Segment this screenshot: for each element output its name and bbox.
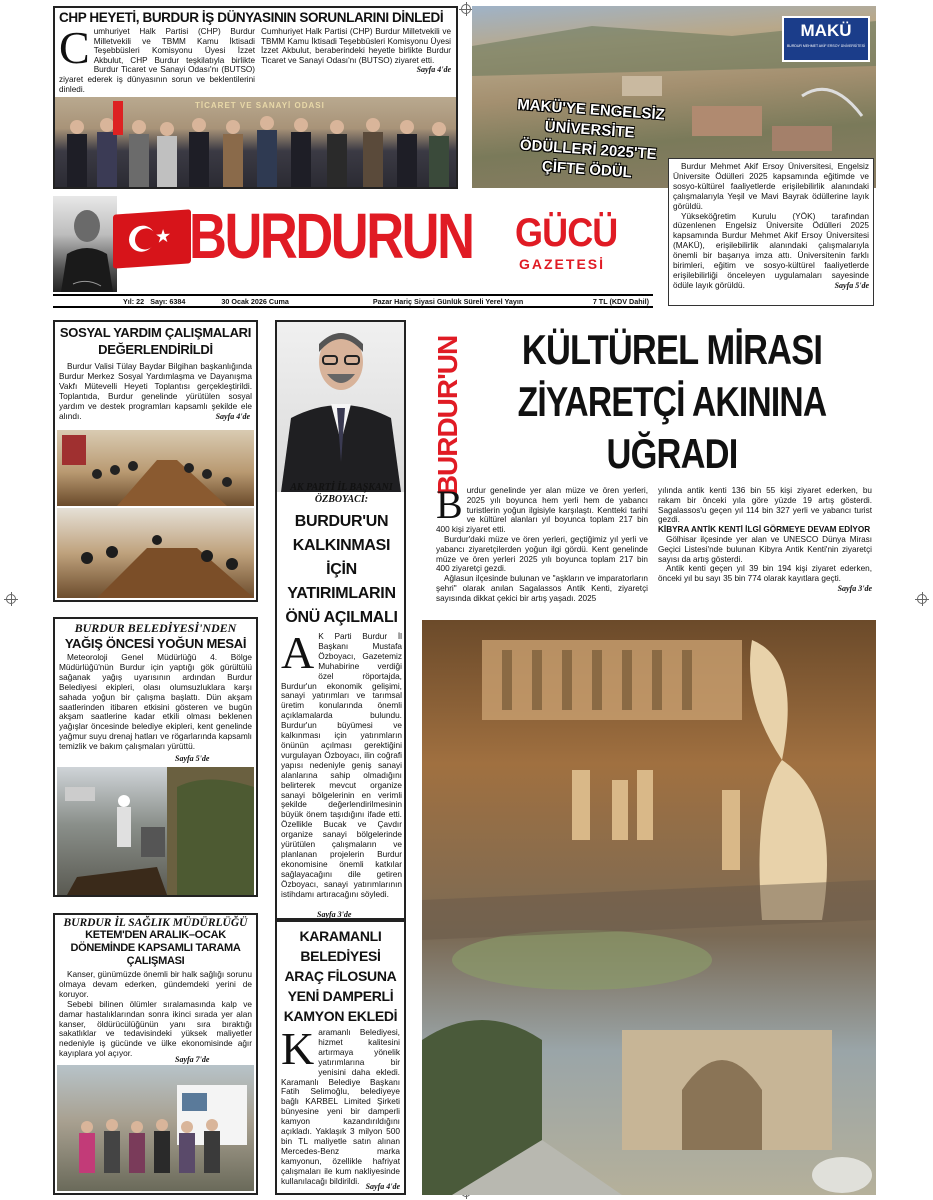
masthead-issue: Sayı: 6384 (150, 296, 186, 306)
masthead-title-main: BURDURUN (189, 200, 473, 272)
muze-col2-p3: Antik kenti geçen yıl 39 bin 194 kişi ziyaret ederken, önceki yıl bu sayı 35 bin 774 olarak kayıtlara geçti. (658, 564, 872, 584)
chp-col1: umhuriyet Halk Partisi (CHP) Burdur Milletvekili ve TBMM Kamu İktisadi Teşebbüsleri Komisyonu Üyesi İzzet Akbulut, CHP Burdur teşkilatıyla birlikte Burdur Ticaret ve Sanayi Odası'nı (BUTSO) ziyaret ederek iş dünyasının sorun ve beklentilerini dinledi. (59, 27, 255, 94)
registration-mark-right (917, 594, 927, 604)
chp-people-illustration (55, 97, 456, 187)
saglik-article (53, 913, 258, 1195)
maku-logo-sub: BURDUR MEHMET AKİF ERSOY ÜNİVERSİTESİ (786, 44, 866, 48)
muze-article (422, 320, 876, 1195)
sosyal-article (53, 320, 258, 602)
masthead-title-gazete: GAZETESİ (519, 256, 606, 272)
screening-team-illustration (57, 1065, 254, 1191)
museum-collage-illustration (422, 620, 876, 1195)
meeting-illustration-2 (57, 508, 254, 598)
maku-logo-text: MAKÜ (800, 21, 852, 40)
karamanli-headline: KARAMANLI BELEDİYESİ ARAÇ FİLOSUNA YENİ DAMPERLİ KAMYON EKLEDİ (283, 928, 398, 1024)
sosyal-body: Burdur Valisi Tülay Baydar Bilgihan başkanlığında Burdur Merkez Sosyal Yardımlaşma ve Dayanışma Vakfı Mütevelli Heyeti Toplantısı gerçekleştirildi. Toplantıda, Burdur genelinde yürütülen sosyal yardım ve destek programları kapsamlı şekilde ele alındı. (59, 361, 252, 421)
flag-star-icon: ★ (155, 225, 172, 247)
akparti-body: K Parti Burdur İl Başkanı Mustafa Özboyacı, Gazetemiz Muhabirine verdiği özel röportajda, Burdur'un ekonomik gelişimi, sanayi yatırımları ve tarımsal üretim konularında önemli açıklamalarda bulundu. Burdur'un büyümesi ve kalkınması için yatırımların önünün açılması gerektiğini vurgulayan Özboyacı, ilin coğrafi yapısı nedeniyle geniş sanayi alanlarına sahip olmadığını belirterek mevcut organize sanayi bölgelerinin en verimli şekilde değerlendirilmesinin büyük önem taşıdığını ifade etti. Özellikle Bucak ve Çavdır organize sanayi bölgelerinde yürütülen çalışmaların ve planlanan projelerin Burdur ekonomisine önemli katkılar sağlayacağını dile getiren Özboyacı, sanayi yatırımlarının istihdamı artıracağını söyledi. (281, 631, 402, 899)
karamanli-body: aramanlı Belediyesi, hizmet kalitesini artırmaya yönelik yatırımlarına bir yenisini daha ekledi. Karamanlı Belediye Başkanı Fatih Selimoğlu, belediyeye bağlı KARBEL Limited Şirketi bünyesine yeni bir damperli kamyon kazandırıldığını açıkladı. Yaklaşık 3 milyon 500 bin TL maliyetle satın alınan Mercedes-Benz marka kamyonun, özellikle hafriyat çalışmaları ile kum nakliyesinde kullanılacağı bildirildi. (281, 1027, 400, 1186)
muze-col1-p2: Burdur'daki müze ve ören yerleri, geçtiğimiz yıl yerli ve yabancı ziyaretçilerden yoğun ilgi gördü. Kent genelinde müze ve ören yerleri 2025 yılı boyunca toplam 217 bin 400 ziyaretçi gezdi. (436, 534, 648, 574)
muze-subhead: KİBYRA ANTİK KENTİ İLGİ GÖRMEYE DEVAM EDİYOR (658, 525, 871, 535)
registration-mark-left (6, 594, 16, 604)
turkish-flag (113, 209, 191, 268)
saglik-group-photo (57, 1065, 254, 1191)
masthead-title-sub: GÜCÜ (515, 211, 618, 255)
maku-banner-line-3: ÇİFTE ÖDÜL (541, 158, 633, 182)
maku-page-ref: Sayfa 5'de (834, 280, 869, 290)
masthead-price: 7 TL (KDV Dahil) (592, 296, 649, 306)
akparti-dropcap: A (281, 627, 315, 678)
maku-logo (782, 16, 870, 62)
chp-photo-sign: TİCARET VE SANAYİ ODASI (195, 101, 325, 110)
saglik-page-ref: Sayfa 7'de (175, 1055, 210, 1064)
saglik-kicker: BURDUR İL SAĞLIK MÜDÜRLÜĞÜ (63, 917, 248, 929)
maku-banner-line-1: MAKÜ'YE ENGELSİZ ÜNİVERSİTE (516, 96, 666, 142)
chp-page-ref: Sayfa 4'de (416, 65, 451, 75)
muze-headline-line-3: UĞRADI (606, 430, 738, 477)
chp-col2: Cumhuriyet Halk Partisi (CHP) Burdur Milletvekili ve TBMM Kamu İktisadi Teşebbüsleri Komisyonu Üyesi İzzet Akbulut, beraberindeki heyetle birlikte Burdur Ticaret ve Sanayi Odası'nı (BUTSO) ziyaret etti. (261, 27, 451, 65)
muze-collage-photo (422, 620, 876, 1195)
sosyal-page-ref: Sayfa 4'de (215, 412, 250, 421)
ozboyaci-illustration (277, 322, 404, 492)
registration-mark-top (461, 4, 471, 14)
maku-banner-line-2: ÖDÜLLERİ 2025'TE (519, 136, 658, 164)
muze-col1-p1: urdur genelinde yer alan müze ve ören yerleri, 2025 yılı boyunca hem yerli hem de yabancı turistlerin yoğun ilgisiyle karşılaştı. Kentteki tarihi ve kültürel alanları yıl boyunca toplam 217 bin 400 kişi ziyaret etti. (436, 486, 648, 535)
muze-col2-p2: Gölhisar ilçesinde yer alan ve UNESCO Dünya Mirası Geçici Listesi'nde bulunan Kibyra Antik Kenti'nin ziyaretçi sayısı da artış gösterdi. (658, 534, 872, 564)
belediye-article (53, 617, 258, 897)
saglik-p1: Kanser, günümüzde önemli bir halk sağlığı sorunu olmaya devam ederken, gündemdeki yerini de koruyor. (59, 969, 252, 999)
karamanli-page-ref: Sayfa 4'de (365, 1182, 400, 1191)
meeting-illustration-1 (57, 430, 254, 506)
masthead-tagline: Pazar Hariç Siyasi Günlük Süreli Yerel Yayın (372, 296, 524, 306)
chp-article (53, 6, 458, 189)
muze-page-ref: Sayfa 3'de (837, 583, 872, 593)
akparti-article (275, 320, 406, 920)
masthead-date: 30 Ocak 2026 Cuma (221, 296, 289, 306)
muze-col1-p3: Ağlasun ilçesinde bulunan ve "aşkların ve imparatorların şehri" olarak anılan Sagalassos Antik Kenti, ziyaretçi sayısında dikkat çekici bir artış yaşadı. 2025 (436, 574, 648, 603)
chp-dropcap: C (59, 22, 90, 73)
muze-headline-line-1: KÜLTÜREL MİRASI (521, 326, 823, 373)
chp-group-photo (55, 97, 456, 187)
maku-p2: Yükseköğretim Kurulu (YÖK) tarafından düzenlenen Engelsiz Üniversite Ödülleri 2025 kapsamında Burdur Mehmet Akif Ersoy Üniversitesi (MAKÜ), erişilebilirlik alanındaki çalışmalarıyla önemli bir başarıya imza attı. Üniversitenin farklı birimleri, eğitim ve sosyo-kültürel faaliyetlerde erişilebilirliği önceleyen uygulamaları sayesinde ödüle layık görüldü. (673, 210, 869, 290)
muze-vertical-label (428, 328, 468, 503)
sosyal-meeting-photo-2 (57, 508, 254, 598)
akparti-headline: BURDUR'UN KALKINMASI İÇİN YATIRIMLARIN ÖNÜ AÇILMALI (285, 513, 398, 626)
muze-vertical-text: BURDUR'UN (432, 335, 463, 496)
karamanli-dropcap: K (281, 1023, 315, 1074)
muze-dropcap: B (436, 482, 463, 527)
akparti-page-ref: Sayfa 3'de (317, 910, 352, 919)
ataturk-silhouette (53, 196, 117, 292)
masthead (53, 194, 653, 310)
saglik-p2: Sebebi bilinen ölümler sıralamasında kalp ve damar hastalıklarından sonra ikinci sırada yer alan kanser, öldürücülüğünün yanı sıra bıraktığı sakatlıklar ve tedavisindeki yüksek maliyetler nedeniyle iş gücünde ve ülke ekonomisinde ağır kayıplara yol açıyor. (59, 998, 252, 1059)
muze-headline-line-2: ZİYARETÇİ AKININA (517, 378, 827, 425)
saglik-headline: KETEM'DEN ARALIK–OCAK DÖNEMİNDE KAPSAMLI TARAMA ÇALIŞMASI (70, 929, 241, 967)
ozboyaci-portrait (277, 322, 404, 492)
workers-illustration (57, 767, 254, 895)
akparti-kicker: AK PARTİ İL BAŞKANI ÖZBOYACI: (290, 482, 393, 505)
masthead-info-bar (53, 294, 653, 308)
muze-col2-p1: yılında antik kenti 136 bin 55 kişi ziyaret ederken, bu rakam bir önceki yıla göre yüzde 19 artış gösterdi. Sagalassos'u geçen yıl 114 bin 327 yerli ve yabancı turist gezdi. (658, 486, 872, 525)
belediye-headline: YAĞIŞ ÖNCESİ YOĞUN MESAİ (64, 636, 247, 651)
maku-p1: Burdur Mehmet Akif Ersoy Üniversitesi, Engelsiz Üniversite Ödülleri 2025 kapsamında eğitimde ve sosyo-kültürel faaliyetlerde erişilebilirlik alanındaki çalışmalarıyla Yeşil ve Mavi Bayrak ödüllerine layık görüldü. (673, 161, 869, 211)
belediye-kicker: BURDUR BELEDİYESİ'NDEN (74, 621, 237, 635)
sosyal-headline: SOSYAL YARDIM ÇALIŞMALARI DEĞERLENDİRİLDİ (59, 325, 252, 357)
muze-headline (472, 324, 872, 480)
karamanli-article (275, 920, 406, 1195)
chp-headline: CHP HEYETİ, BURDUR İŞ DÜNYASININ SORUNLARINI DİNLEDİ (59, 10, 444, 25)
ataturk-portrait (53, 196, 117, 292)
belediye-page-ref: Sayfa 5'de (175, 754, 210, 763)
belediye-work-photo (57, 767, 254, 895)
belediye-body: Meteoroloji Genel Müdürlüğü 4. Bölge Müdürlüğü'nün Burdur için yaptığı gök gürültülü sağanak yağış uyarısının ardından Burdur Belediyesi ekipleri, olası olumsuzluklara karşı sahada yoğun bir çalışma başlattı. Dün akşam saatlerinden itibaren etkisini gösteren ve bugün akşam saatlerine kadar etkili olması beklenen yağışlar öncesinde belediye ekipleri, kent genelinde yağmur suyu drenaj hatları ve rögarlarında kapsamlı temizlik ve bakım çalışmaları yürüttü. (59, 652, 252, 752)
sosyal-meeting-photo-1 (57, 430, 254, 506)
masthead-year: Yıl: 22 (123, 296, 145, 306)
maku-body (668, 158, 874, 306)
